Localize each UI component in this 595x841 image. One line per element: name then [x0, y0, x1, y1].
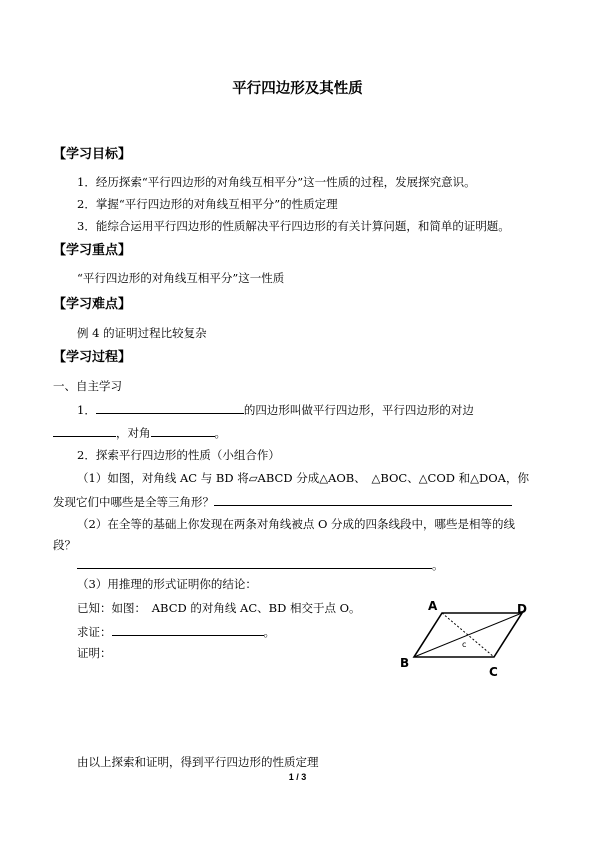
section-heading-goals: 【学习目标】 — [53, 147, 132, 162]
section-heading-key-point: 【学习重点】 — [53, 243, 132, 258]
diagonal-bd — [414, 613, 522, 657]
question-1-number: 1． — [77, 403, 96, 417]
section-heading-process: 【学习过程】 — [53, 350, 132, 365]
conclusion-text: 由以上探索和证明，得到平行四边形的性质定理 — [77, 755, 319, 769]
vertex-label-b: B — [400, 656, 410, 670]
question-2-1-prompt: 发现它们中哪些是全等三角形？ — [53, 495, 214, 509]
answer-blank-prove[interactable] — [112, 624, 264, 636]
section-heading-difficulty: 【学习难点】 — [53, 297, 132, 312]
prove-line — [77, 624, 275, 640]
proof-label: 证明： — [77, 646, 112, 660]
question-2-2-end: 。 — [432, 558, 444, 572]
goal-item-3: 3．能综合运用平行四边形的性质解决平行四边形的有关计算问题，和简单的证明题。 — [77, 219, 510, 233]
center-label-o: c — [462, 640, 467, 649]
question-1-line-1 — [77, 402, 474, 418]
question-2-2-answer-line — [77, 557, 444, 573]
goal-item-1: 1．经历探索“平行四边形的对角线互相平分”这一性质的过程，发展探究意识。 — [77, 175, 476, 189]
parallelogram-figure — [396, 597, 532, 679]
vertex-label-c: C — [489, 665, 498, 679]
question-2-2-line-2: 段？ — [53, 538, 76, 552]
question-1-line-2 — [53, 425, 226, 441]
question-2-3-text: （3）用推理的形式证明你的结论： — [77, 577, 257, 591]
answer-blank-congruent[interactable] — [214, 494, 512, 506]
question-1-opposite-angles: ，对角 — [116, 426, 151, 440]
question-2-1-line-1: （1）如图，对角线 AC 与 BD 将▱ABCD 分成△AOB、 △BOC、△COD 和△DOA，你 — [77, 471, 529, 485]
vertex-label-d: D — [517, 602, 527, 616]
answer-blank-equal-segments[interactable] — [77, 557, 432, 569]
question-1-text: 的四边形叫做平行四边形，平行四边形的对边 — [243, 403, 474, 417]
question-2-text: 2．探索平行四边形的性质（小组合作） — [77, 448, 280, 462]
page-title: 平行四边形及其性质 — [232, 81, 363, 97]
question-2-1-line-2 — [53, 494, 512, 510]
goal-item-2: 2．掌握“平行四边形的对角线互相平分”的性质定理 — [77, 197, 338, 211]
question-1-end: 。 — [214, 426, 226, 440]
known-text: 已知：如图： ABCD 的对角线 AC、BD 相交于点 O。 — [77, 601, 361, 615]
answer-blank-definition[interactable] — [96, 402, 244, 414]
part1-heading: 一、自主学习 — [53, 379, 122, 393]
prove-label: 求证： — [77, 625, 112, 639]
answer-blank-opposite-sides[interactable] — [53, 425, 116, 437]
question-2-2-line-1: （2）在全等的基础上你发现在两条对角线被点 O 分成的四条线段中，哪些是相等的线 — [77, 517, 516, 531]
prove-end: 。 — [263, 625, 275, 639]
difficulty-text: 例 4 的证明过程比较复杂 — [77, 326, 207, 340]
vertex-label-a: A — [428, 599, 438, 613]
key-point-text: “平行四边形的对角线互相平分”这一性质 — [77, 271, 285, 285]
page-number: 1 / 3 — [288, 772, 307, 782]
answer-blank-opposite-angles[interactable] — [151, 425, 215, 437]
